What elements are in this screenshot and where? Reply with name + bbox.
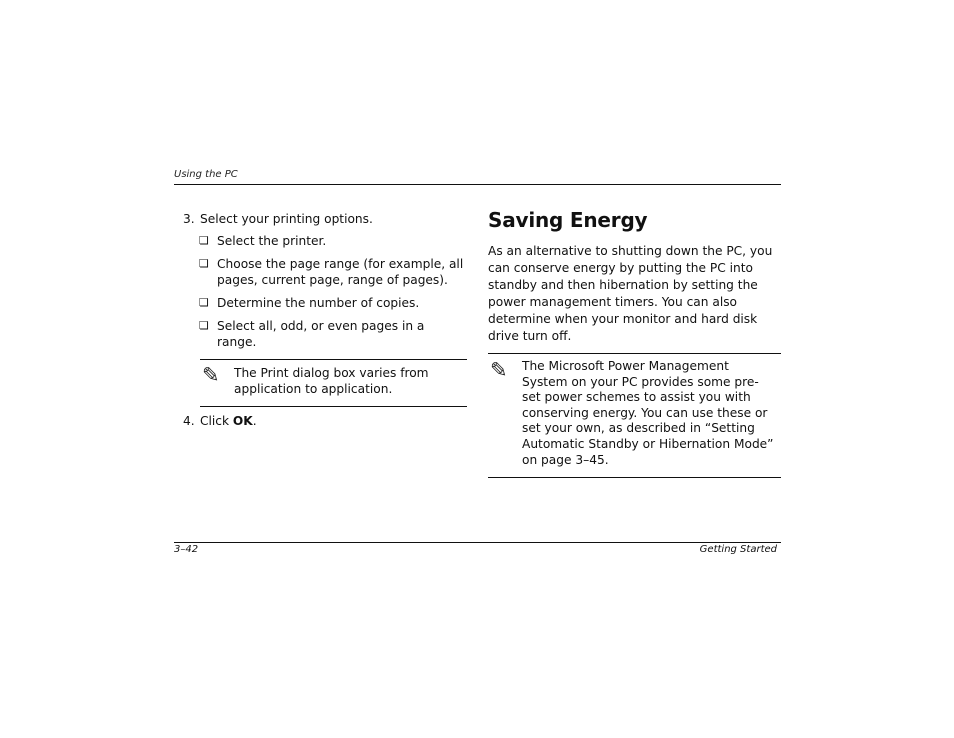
step-text: Select your printing options. xyxy=(200,212,373,226)
intro-paragraph: As an alternative to shutting down the PC, you can conserve energy by putting the PC into standby and then hibernation by setting the power management timers. You can also determine when your monitor and hard disk drive turn off. xyxy=(488,244,773,343)
checkbox-icon: ❏ xyxy=(199,319,209,332)
note-text: The Print dialog box varies from application to application. xyxy=(234,366,429,396)
bullet-text: Select the printer. xyxy=(217,234,327,248)
print-note xyxy=(200,359,467,407)
page-number: 3–42 xyxy=(174,544,199,555)
bullet-item xyxy=(183,233,467,249)
section-heading: Saving Energy xyxy=(488,208,648,232)
ok-label: OK xyxy=(232,414,253,428)
running-header: Using the PC xyxy=(174,169,238,180)
bullet-item xyxy=(183,256,467,288)
footer-book-title: Getting Started xyxy=(699,544,777,555)
pencil-icon: ✎ xyxy=(202,363,220,387)
footer-rule xyxy=(174,542,781,543)
bullet-item xyxy=(183,295,467,311)
step-text-prefix: Click xyxy=(200,414,233,428)
right-column xyxy=(488,206,781,478)
checkbox-icon: ❏ xyxy=(199,257,209,270)
step-3 xyxy=(183,211,467,227)
pencil-icon: ✎ xyxy=(490,358,508,382)
bullet-text: Choose the page range (for example, all pages, current page, range of pages). xyxy=(217,257,464,287)
bullet-item xyxy=(183,318,467,350)
step-4 xyxy=(183,413,467,429)
power-management-note xyxy=(488,353,781,478)
note-text: The Microsoft Power Management System on your PC provides some pre-set power schemes to assist you with conserving energy. You can use these or set your own, as described in “Setting Automatic Standby or Hibernation Mode” on page 3–45. xyxy=(522,359,774,467)
step-text-suffix: . xyxy=(252,414,257,428)
bullet-text: Determine the number of copies. xyxy=(217,296,420,310)
header-rule xyxy=(174,184,781,185)
checkbox-icon: ❏ xyxy=(199,296,209,309)
step-number: 3. xyxy=(183,212,195,226)
checkbox-icon: ❏ xyxy=(199,234,209,247)
step-number: 4. xyxy=(183,414,195,428)
bullet-text: Select all, odd, or even pages in a range. xyxy=(217,319,425,349)
left-column xyxy=(183,211,467,435)
